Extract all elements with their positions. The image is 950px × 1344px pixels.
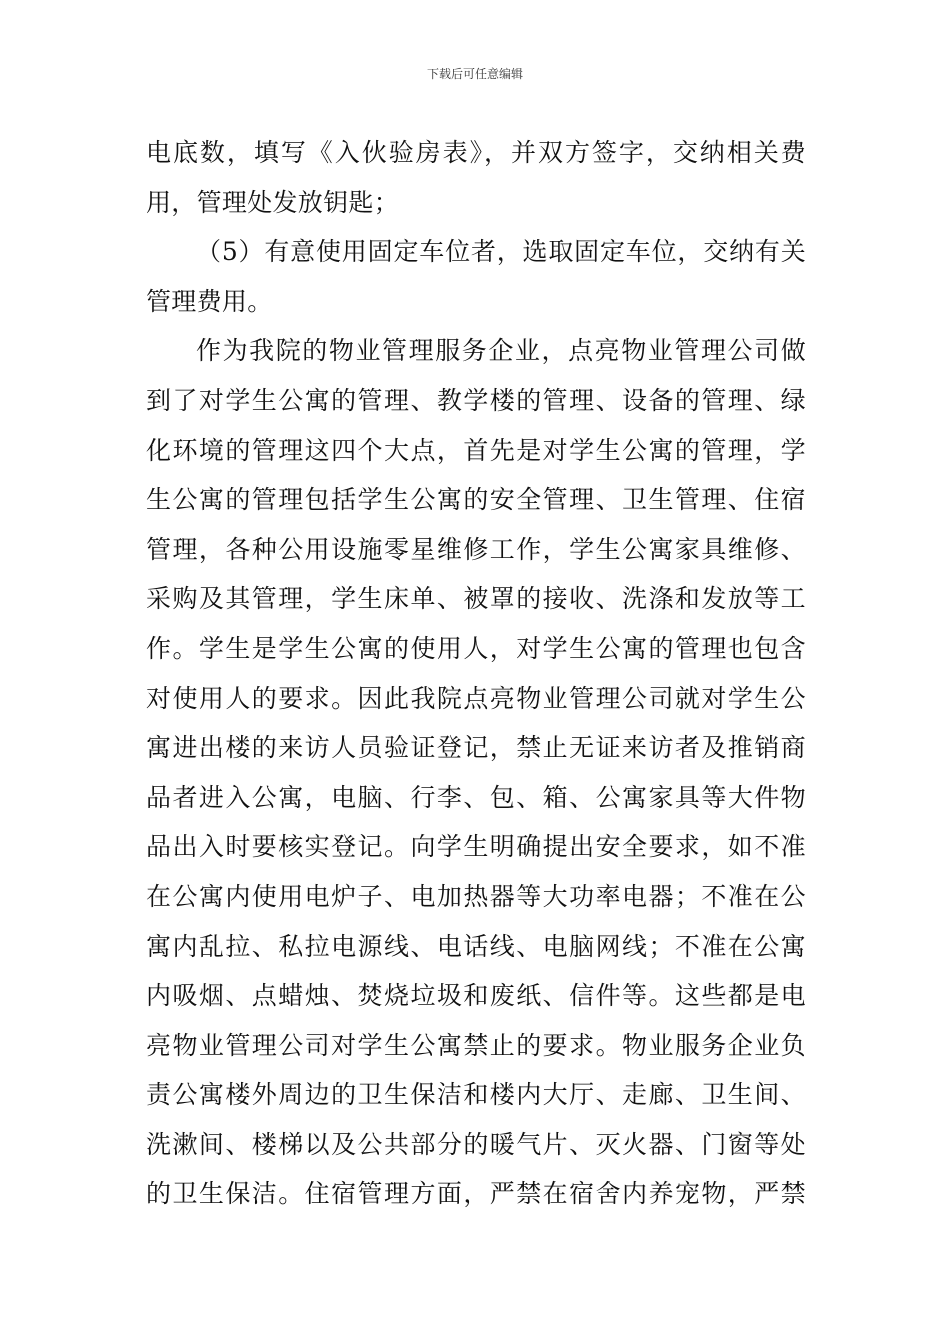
text-line: 洗漱间、楼梯以及公共部分的暖气片、灭火器、门窗等处 — [146, 1129, 806, 1159]
text-line: 品出入时要核实登记。向学生明确提出安全要求，如不准 — [146, 832, 806, 862]
text-line: 电底数，填写《入伙验房表》，并双方签字，交纳相关费 — [146, 138, 806, 167]
text-line: 寓内乱拉、私拉电源线、电话线、电脑网线；不准在公寓 — [146, 931, 806, 961]
text-line: 在公寓内使用电炉子、电加热器等大功率电器；不准在公 — [146, 881, 806, 911]
text-line: 管理费用。 — [146, 286, 273, 316]
text-line: 作。学生是学生公寓的使用人，对学生公寓的管理也包含 — [146, 633, 806, 663]
page-header: 下载后可任意编辑 — [426, 67, 523, 81]
text-line: 作为我院的物业管理服务企业，点亮物业管理公司做 — [196, 336, 806, 366]
text-line: 对使用人的要求。因此我院点亮物业管理公司就对学生公 — [146, 683, 806, 713]
text-line: 管理，各种公用设施零星维修工作，学生公寓家具维修、 — [146, 534, 806, 564]
text-line: 采购及其管理，学生床单、被罩的接收、洗涤和发放等工 — [146, 584, 806, 614]
text-line: 到了对学生公寓的管理、教学楼的管理、设备的管理、绿 — [146, 385, 806, 415]
text-line: 品者进入公寓，电脑、行李、包、箱、公寓家具等大件物 — [146, 782, 806, 812]
text-line: 内吸烟、点蜡烛、焚烧垃圾和废纸、信件等。这些都是电 — [146, 981, 806, 1011]
text-line: 寓进出楼的来访人员验证登记，禁止无证来访者及推销商 — [146, 733, 806, 763]
document-body — [146, 128, 806, 1219]
text-line: 亮物业管理公司对学生公寓禁止的要求。物业服务企业负 — [146, 1030, 806, 1060]
text-line: 责公寓楼外周边的卫生保洁和楼内大厅、走廊、卫生间、 — [146, 1080, 806, 1110]
text-line: （5）有意使用固定车位者，选取固定车位，交纳有关 — [196, 237, 806, 267]
text-line: 化环境的管理这四个大点，首先是对学生公寓的管理，学 — [146, 435, 806, 465]
text-line: 生公寓的管理包括学生公寓的安全管理、卫生管理、住宿 — [146, 485, 806, 515]
text-line: 用，管理处发放钥匙； — [146, 187, 400, 217]
text-line: 的卫生保洁。住宿管理方面，严禁在宿舍内养宠物，严禁 — [146, 1179, 806, 1209]
